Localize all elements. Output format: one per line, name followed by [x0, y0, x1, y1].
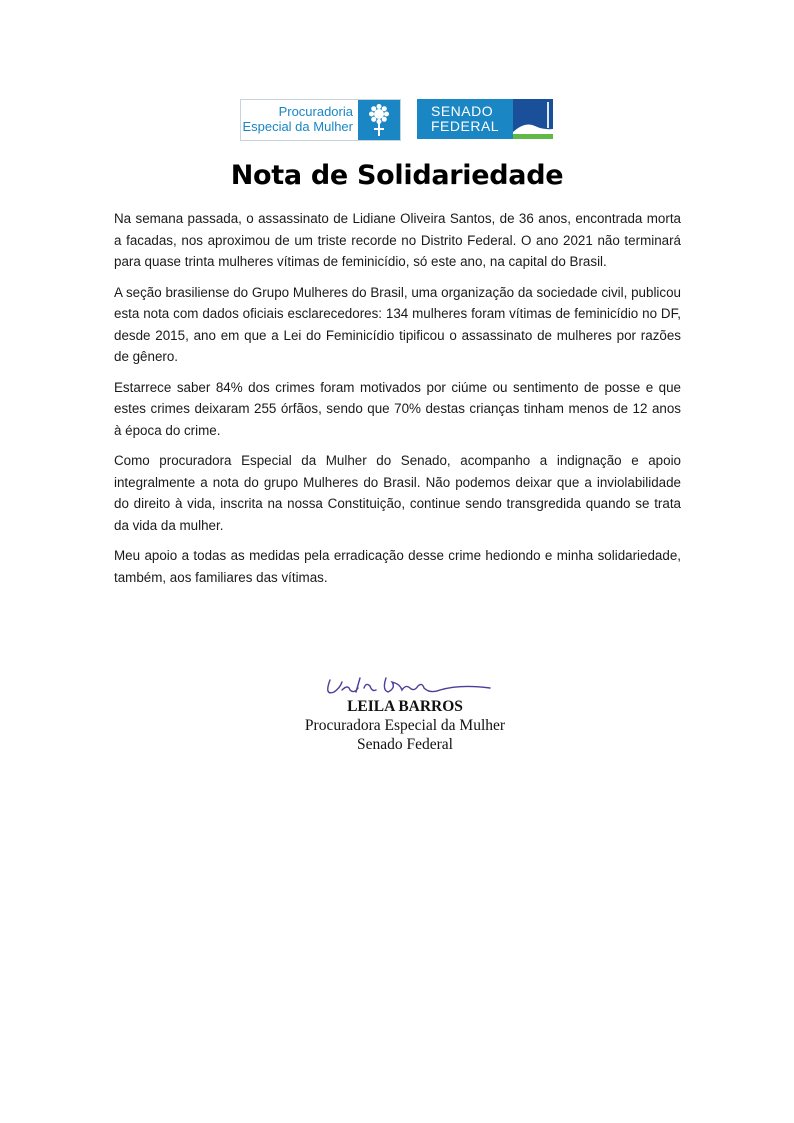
signer-role: Procuradora Especial da Mulher [304, 717, 506, 734]
senado-federal-logo [417, 99, 553, 139]
senado-logo-text [417, 99, 513, 139]
congress-dome-icon [513, 99, 553, 139]
handwritten-signature [290, 670, 520, 700]
procuradoria-logo-text [241, 100, 358, 140]
procuradoria-logo [240, 99, 401, 141]
senado-line1: SENADO [431, 103, 494, 119]
flower-woman-symbol-icon [358, 100, 400, 140]
signature-block [290, 670, 520, 754]
signer-organization: Senado Federal [357, 736, 453, 753]
document-title: Nota de Solidariedade [230, 160, 564, 191]
header-logos [240, 99, 553, 140]
procuradoria-line1: Procuradoria [278, 104, 353, 119]
procuradoria-line2: Especial da Mulher [242, 119, 353, 134]
signer-name: LEILA BARROS [347, 698, 463, 715]
paragraph: A seção brasiliense do Grupo Mulheres do Brasil, uma organização da sociedade civil, publicou esta nota com dados oficiais esclarecedores: 134 mulheres foram vítimas de feminicídio no DF, desde 2015, ano em que a Lei do Feminicídio tipificou o assassinato de mulheres por razões de gênero. [114, 284, 681, 364]
paragraph: Como procuradora Especial da Mulher do Senado, acompanho a indignação e apoio integralmente a nota do grupo Mulheres do Brasil. Não podemos deixar que a inviolabilidade do direito à vida, inscrita na nossa Constituição, continue sendo transgredida quando se trata da vida da mulher. [114, 453, 681, 533]
paragraph: Na semana passada, o assassinato de Lidiane Oliveira Santos, de 36 anos, encontrada morta a facadas, nos aproximou de um triste recorde no Distrito Federal. O ano 2021 não terminará para quase trinta mulheres vítimas de feminicídio, só este ano, na capital do Brasil. [114, 211, 681, 269]
paragraph: Estarrece saber 84% dos crimes foram motivados por ciúme ou sentimento de posse e que estes crimes deixaram 255 órfãos, sendo que 70% destas crianças tinham menos de 12 anos à época do crime. [114, 379, 681, 438]
paragraph: Meu apoio a todas as medidas pela erradicação desse crime hediondo e minha solidariedade, também, aos familiares das vítimas. [114, 548, 681, 585]
document-body [114, 208, 681, 597]
senado-line2: FEDERAL [431, 118, 500, 134]
